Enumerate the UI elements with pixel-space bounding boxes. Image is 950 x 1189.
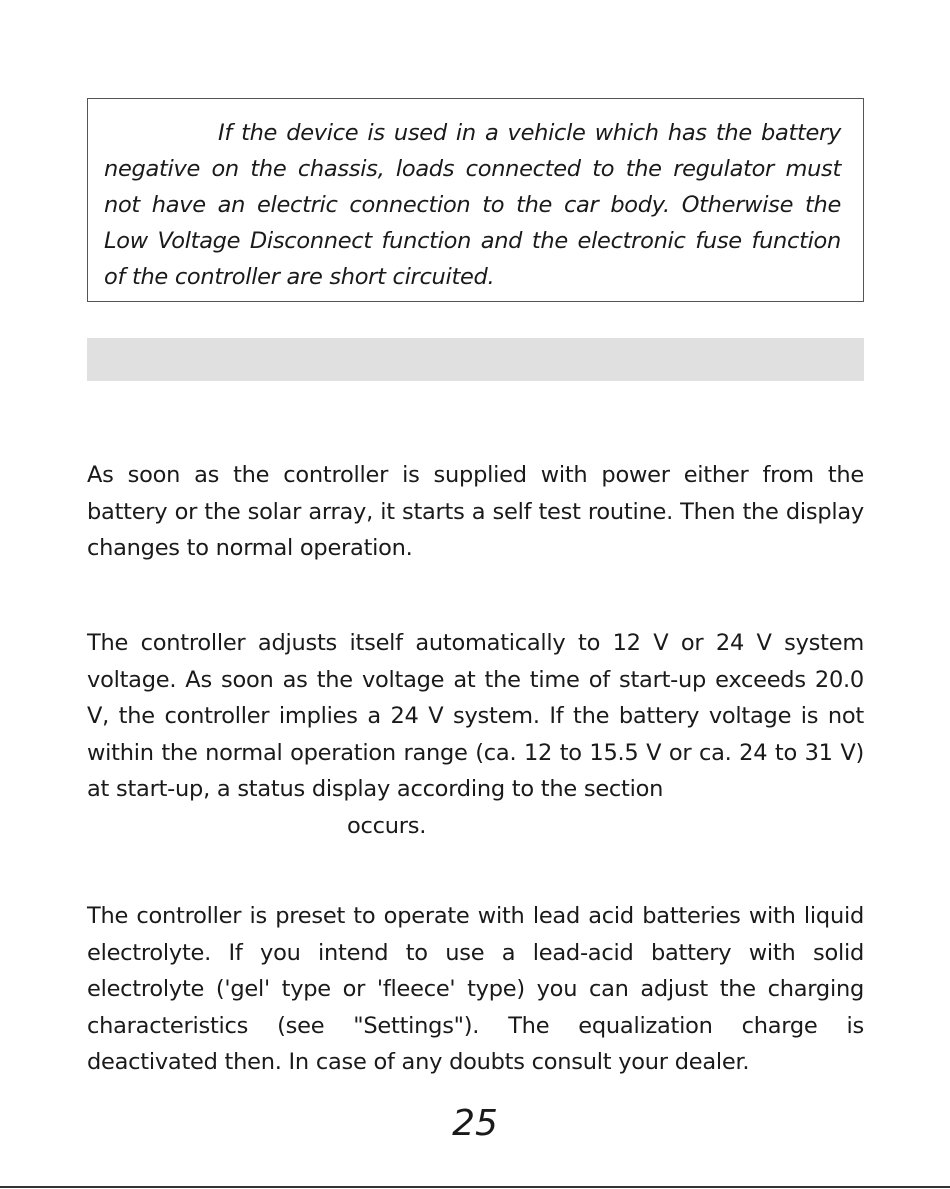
paragraph-system-voltage-tail: occurs. [347,812,427,839]
page-number: 25 [452,1103,498,1144]
warning-note-text: If the device is used in a vehicle which has the battery negative on the chassis, loads connected to the regulator must not have an electric connection to the car body. Otherwise the Low Voltage Disconnect function and the electronic fuse function of the controller are short circuited. [104,120,841,290]
section-heading-bar [87,338,864,381]
paragraph-self-test-text: As soon as the controller is supplied with power either from the battery or the solar array, it starts a self test routine. Then the display changes to normal operation. [87,462,864,561]
paragraph-system-voltage [87,625,864,844]
warning-note-box [87,98,864,302]
paragraph-battery-type [87,898,864,1081]
paragraph-battery-type-text: The controller is preset to operate with lead acid batteries with liquid electrolyte. If you intend to use a lead-acid battery with solid electrolyte ('gel' type or 'fleece' type) you can adjust the charging characteristics (see "Settings"). The equalization charge is deactivated then. In case of any doubts consult your dealer. [87,903,864,1075]
paragraph-system-voltage-text: The controller adjusts itself automatically to 12 V or 24 V system voltage. As soon as the voltage at the time of start-up exceeds 20.0 V, the controller implies a 24 V system. If the battery voltage is not within the normal operation range (ca. 12 to 15.5 V or ca. 24 to 31 V) at start-up, a status display according to the section [87,630,864,802]
bottom-rule [0,1186,950,1188]
paragraph-self-test [87,457,864,567]
